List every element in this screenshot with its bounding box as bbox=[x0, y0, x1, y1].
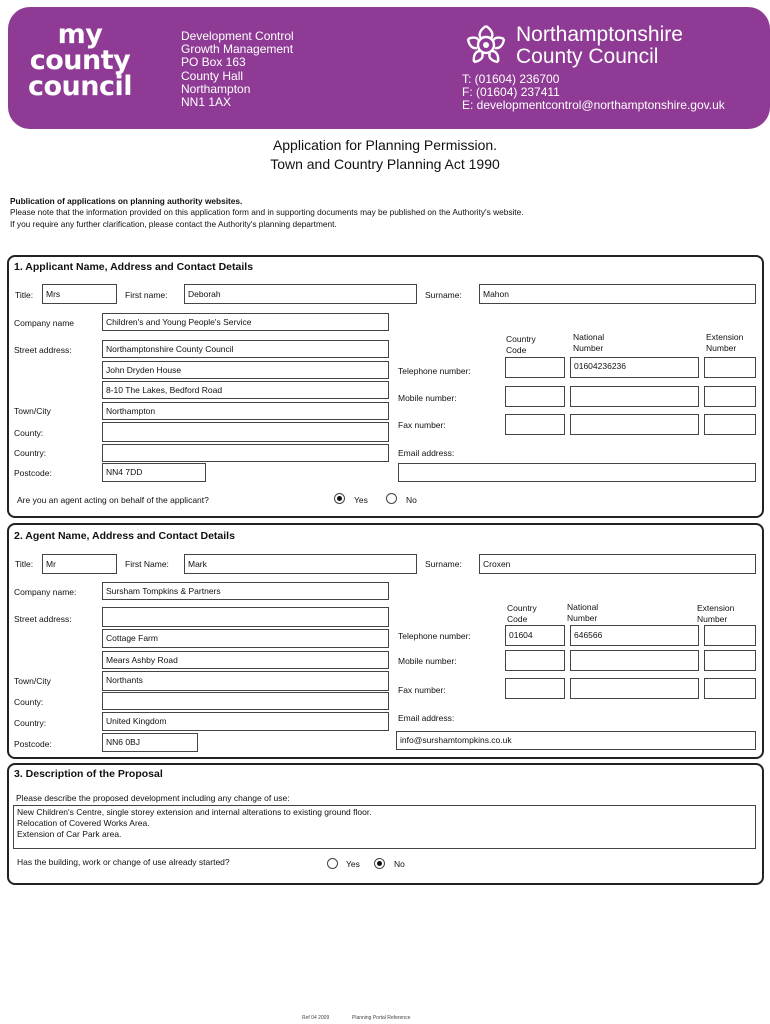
applicant-fax-extension-field[interactable] bbox=[704, 414, 756, 435]
applicant-fax-national-field[interactable] bbox=[570, 414, 699, 435]
agent-postcode-field[interactable]: NN6 0BJ bbox=[102, 733, 198, 752]
agent-telephone-national-field[interactable]: 646566 bbox=[570, 625, 699, 646]
agent-no-radio[interactable] bbox=[386, 493, 397, 504]
applicant-county-label: County: bbox=[14, 428, 44, 438]
agent-no-label: No bbox=[406, 495, 417, 505]
applicant-street-line1-field[interactable]: Northamptonshire County Council bbox=[102, 340, 389, 358]
applicant-surname-label: Surname: bbox=[425, 290, 462, 300]
agent-mobile-label: Mobile number: bbox=[398, 656, 457, 666]
applicant-title-label: Title: bbox=[15, 290, 34, 300]
applicant-postcode-label: Postcode: bbox=[14, 468, 52, 478]
council-telephone: T: (01604) 236700 bbox=[462, 72, 560, 86]
agent-postcode-label: Postcode: bbox=[14, 739, 52, 749]
applicant-street-line2-field[interactable]: John Dryden House bbox=[102, 361, 389, 379]
proposal-section-heading: 3. Description of the Proposal bbox=[14, 768, 163, 780]
agent-question: Are you an agent acting on behalf of the applicant? bbox=[17, 495, 209, 505]
applicant-email-label: Email address: bbox=[398, 448, 455, 458]
applicant-town-field[interactable]: Northampton bbox=[102, 402, 389, 420]
agent-email-label: Email address: bbox=[398, 713, 455, 723]
rose-crest-icon bbox=[460, 22, 512, 70]
agent-telephone-label: Telephone number: bbox=[398, 631, 471, 641]
agent-town-label: Town/City bbox=[14, 676, 51, 686]
agent-street-line1-field[interactable] bbox=[102, 607, 389, 627]
applicant-title-field[interactable]: Mrs bbox=[42, 284, 117, 304]
applicant-telephone-label: Telephone number: bbox=[398, 366, 471, 376]
publication-notice: Publication of applications on planning authority websites. Please note that the information provided on this application form and in supporting documents may be published on the Authority's website. If you require any further clarification, please contact the Authority's planning department. bbox=[10, 196, 524, 229]
started-yes-radio[interactable] bbox=[327, 858, 338, 869]
started-question: Has the building, work or change of use already started? bbox=[17, 857, 230, 867]
agent-country-label: Country: bbox=[14, 718, 47, 728]
agent-first-name-label: First Name: bbox=[125, 559, 169, 569]
agent-yes-radio[interactable] bbox=[334, 493, 345, 504]
agent-street-line3-field[interactable]: Mears Ashby Road bbox=[102, 651, 389, 669]
applicant-mobile-extension-field[interactable] bbox=[704, 386, 756, 407]
applicant-telephone-national-field[interactable]: 01604236236 bbox=[570, 357, 699, 378]
applicant-county-field[interactable] bbox=[102, 422, 389, 442]
applicant-section-heading: 1. Applicant Name, Address and Contact Details bbox=[14, 261, 254, 273]
agent-title-label: Title: bbox=[15, 559, 34, 569]
proposal-description-text: New Children's Centre, single storey extension and internal alterations to existing ground floor. Relocation of Covered Works Area. Extension of Car Park area. bbox=[17, 807, 372, 839]
applicant-country-label: Country: bbox=[14, 448, 47, 458]
proposal-description-field[interactable] bbox=[13, 805, 756, 849]
footer-portal-ref: Planning Portal Reference bbox=[352, 1015, 411, 1021]
agent-street-line2-field[interactable]: Cottage Farm bbox=[102, 629, 389, 648]
applicant-company-label: Company name bbox=[14, 318, 75, 328]
agent-telephone-extension-field[interactable] bbox=[704, 625, 756, 646]
agent-county-label: County: bbox=[14, 697, 44, 707]
council-address: Development Control Growth Management PO Box 163 County Hall Northampton NN1 1AX bbox=[181, 29, 294, 110]
agent-surname-label: Surname: bbox=[425, 559, 462, 569]
agent-title-field[interactable]: Mr bbox=[42, 554, 117, 574]
started-no-radio[interactable] bbox=[374, 858, 385, 869]
applicant-email-field[interactable] bbox=[398, 463, 756, 482]
council-name-line2: County Council bbox=[516, 45, 659, 68]
applicant-extension-header: Extension Number bbox=[706, 332, 744, 353]
agent-company-field[interactable]: Sursham Tompkins & Partners bbox=[102, 582, 389, 600]
agent-town-field[interactable]: Northants bbox=[102, 671, 389, 691]
agent-fax-extension-field[interactable] bbox=[704, 678, 756, 699]
agent-email-field[interactable]: info@surshamtompkins.co.uk bbox=[396, 731, 756, 750]
applicant-street-label: Street address: bbox=[14, 345, 72, 355]
applicant-fax-country-code-field[interactable] bbox=[505, 414, 565, 435]
agent-first-name-field[interactable]: Mark bbox=[184, 554, 417, 574]
applicant-telephone-extension-field[interactable] bbox=[704, 357, 756, 378]
applicant-telephone-country-code-field[interactable] bbox=[505, 357, 565, 378]
applicant-street-line3-field[interactable]: 8-10 The Lakes, Bedford Road bbox=[102, 381, 389, 399]
agent-company-label: Company name: bbox=[14, 587, 77, 597]
applicant-country-code-header: Country Code bbox=[506, 334, 536, 355]
applicant-company-field[interactable]: Children's and Young People's Service bbox=[102, 313, 389, 331]
council-email: E: developmentcontrol@northamptonshire.gov.uk bbox=[462, 98, 725, 112]
agent-yes-label: Yes bbox=[354, 495, 368, 505]
council-fax: F: (01604) 237411 bbox=[462, 85, 560, 99]
started-yes-label: Yes bbox=[346, 859, 360, 869]
agent-fax-label: Fax number: bbox=[398, 685, 446, 695]
agent-section-heading: 2. Agent Name, Address and Contact Details bbox=[14, 530, 235, 542]
applicant-mobile-national-field[interactable] bbox=[570, 386, 699, 407]
agent-mobile-national-field[interactable] bbox=[570, 650, 699, 671]
applicant-first-name-field[interactable]: Deborah bbox=[184, 284, 417, 304]
agent-telephone-country-code-field[interactable]: 01604 bbox=[505, 625, 565, 646]
agent-national-number-header: National Number bbox=[567, 602, 599, 623]
agent-country-code-header: Country Code bbox=[507, 603, 537, 624]
form-title: Application for Planning Permission. Town and Country Planning Act 1990 bbox=[270, 137, 500, 172]
applicant-surname-field[interactable]: Mahon bbox=[479, 284, 756, 304]
applicant-first-name-label: First name: bbox=[125, 290, 168, 300]
agent-street-label: Street address: bbox=[14, 614, 72, 624]
agent-surname-field[interactable]: Croxen bbox=[479, 554, 756, 574]
footer-ref: Ref 04 2009 bbox=[302, 1015, 330, 1021]
applicant-town-label: Town/City bbox=[14, 406, 51, 416]
my-county-council-logo: my county council bbox=[27, 19, 132, 102]
agent-county-field[interactable] bbox=[102, 692, 389, 710]
applicant-mobile-country-code-field[interactable] bbox=[505, 386, 565, 407]
applicant-fax-label: Fax number: bbox=[398, 420, 446, 430]
started-no-label: No bbox=[394, 859, 405, 869]
proposal-prompt: Please describe the proposed development including any change of use: bbox=[16, 793, 290, 803]
agent-country-field[interactable]: United Kingdom bbox=[102, 712, 389, 731]
applicant-country-field[interactable] bbox=[102, 444, 389, 462]
applicant-national-number-header: National Number bbox=[573, 332, 605, 353]
council-name-line1: Northamptonshire bbox=[516, 23, 683, 46]
agent-mobile-country-code-field[interactable] bbox=[505, 650, 565, 671]
applicant-mobile-label: Mobile number: bbox=[398, 393, 457, 403]
applicant-postcode-field[interactable]: NN4 7DD bbox=[102, 463, 206, 482]
agent-fax-country-code-field[interactable] bbox=[505, 678, 565, 699]
agent-fax-national-field[interactable] bbox=[570, 678, 699, 699]
agent-extension-header: Extension Number bbox=[697, 603, 735, 624]
agent-mobile-extension-field[interactable] bbox=[704, 650, 756, 671]
